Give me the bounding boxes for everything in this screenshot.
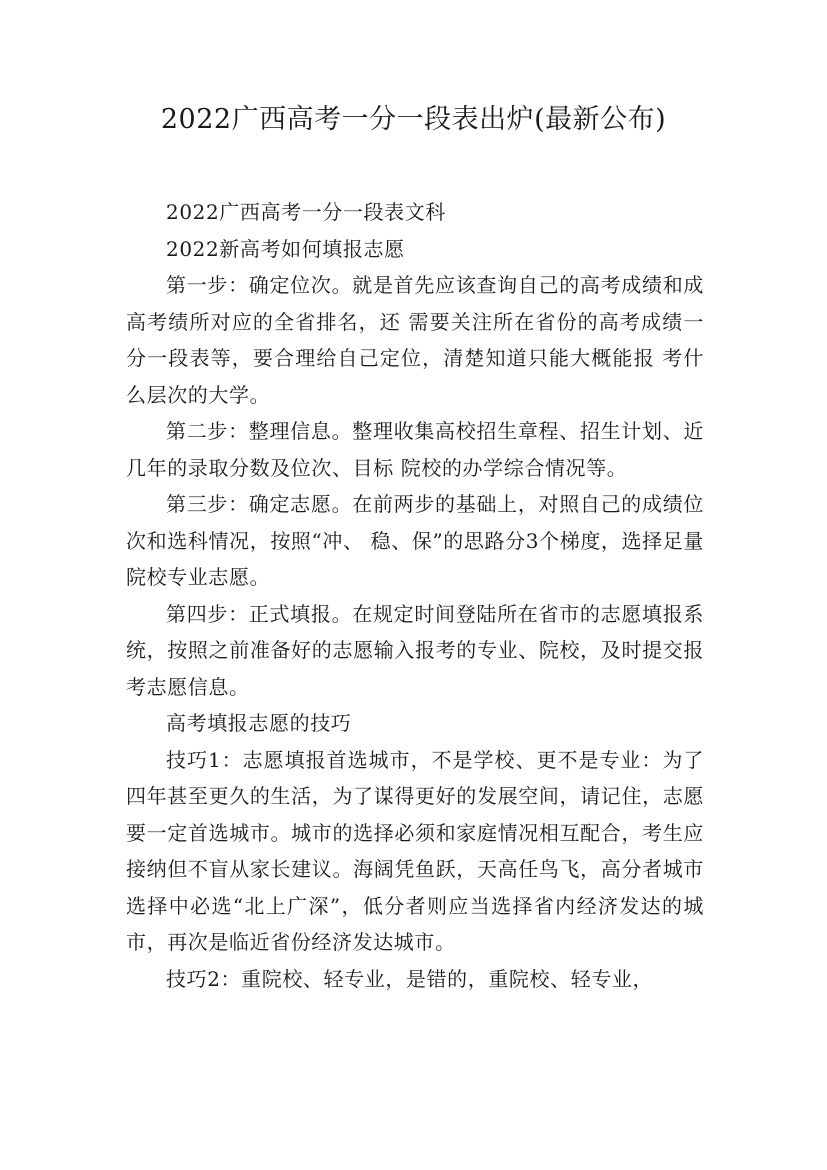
paragraph-step-2: 第二步：整理信息。整理收集高校招生章程、招生计划、近几年的录取分数及位次、目标 院校的办学综合情况等。	[126, 419, 704, 480]
document-body	[126, 194, 704, 997]
paragraph-heading-tips: 高考填报志愿的技巧	[166, 711, 352, 735]
paragraph-heading-how-to-apply: 2022新高考如何填报志愿	[166, 236, 405, 261]
paragraph-step-3: 第三步：确定志愿。在前两步的基础上，对照自己的成绩位次和选科情况，按照“冲、 稳、保”的思路分3个梯度，选择足量院校专业志愿。	[126, 492, 704, 589]
paragraph-step-4: 第四步：正式填报。在规定时间登陆所在省市的志愿填报系统，按照之前准备好的志愿输入报考的专业、院校，及时提交报考志愿信息。	[126, 601, 704, 699]
document-title: 2022广西高考一分一段表出炉(最新公布)	[160, 104, 667, 135]
paragraph-step-1: 第一步：确定位次。就是首先应该查询自己的高考成绩和成高考绩所对应的全省排名，还 需要关注所在省份的高考成绩一分一段表等，要合理给自己定位，清楚知道只能大概能报 考什么层次的大学。	[126, 273, 704, 407]
paragraph-tip-2: 技巧2：重院校、轻专业，是错的，重院校、轻专业，	[166, 966, 654, 991]
paragraph-subtitle-liberal-arts: 2022广西高考一分一段表文科	[166, 200, 446, 224]
paragraph-tip-1: 技巧1：志愿填报首选城市，不是学校、更不是专业：为了四年甚至更久的生活，为了谋得更好的发展空间，请记住，志愿要一定首选城市。城市的选择必须和家庭情况相互配合，考生应接纳但不盲从家长建议。海阔凭鱼跃，天高任鸟飞，高分者城市选择中必选“北上广深”，低分者则应当选择省内经济发达的城市，再次是临近省份经济发达城市。	[126, 747, 704, 954]
